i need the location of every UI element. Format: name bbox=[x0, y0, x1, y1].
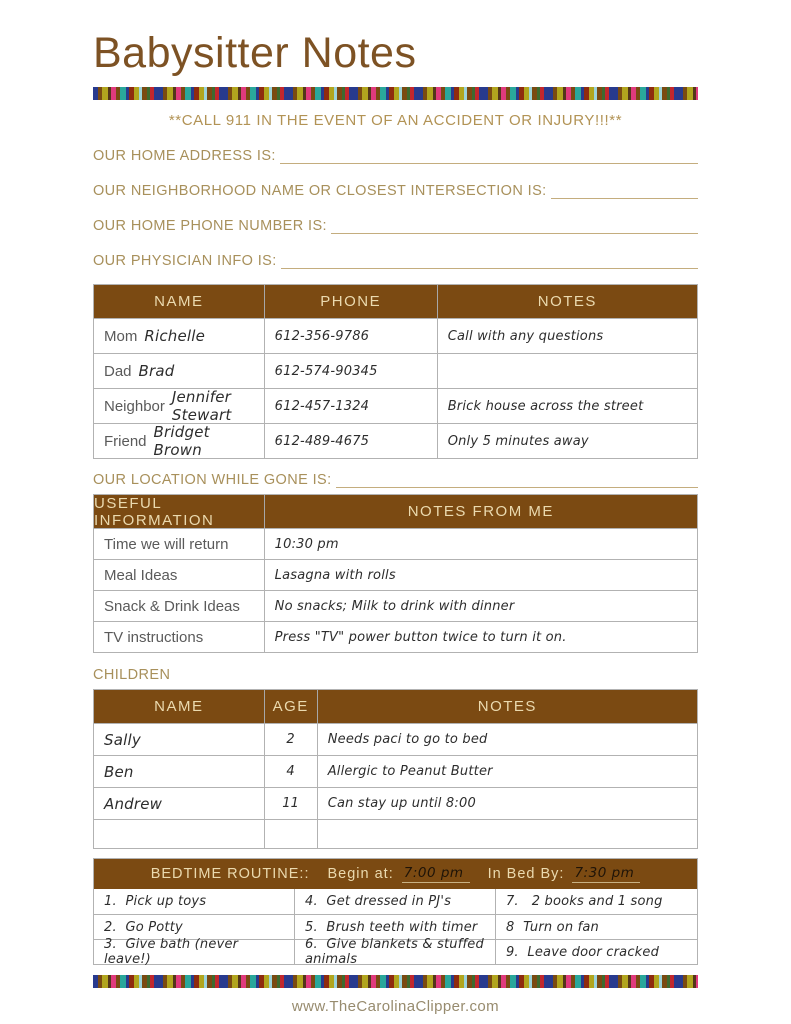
bedtime-inbed-label: In Bed By: bbox=[487, 866, 565, 883]
decorative-stripe-top bbox=[93, 87, 698, 100]
bedtime-routine-header bbox=[94, 859, 697, 889]
info-label: Time we will return bbox=[94, 529, 265, 559]
useful-info-table bbox=[93, 494, 698, 653]
bedtime-step-2: 2. Go Potty bbox=[94, 915, 295, 939]
info-label: TV instructions bbox=[94, 622, 265, 652]
contact-name-cell bbox=[94, 389, 265, 423]
child-name-handwritten: Andrew bbox=[94, 788, 265, 819]
bedtime-step-9: 9. Leave door cracked bbox=[505, 944, 660, 960]
info-value-handwritten: No snacks; Milk to drink with dinner bbox=[274, 598, 515, 614]
contact-phone: 612-356-9786 bbox=[265, 319, 438, 353]
bedtime-step-5: 5. Brush teeth with timer bbox=[295, 915, 496, 939]
contact-name-handwritten: Brad bbox=[138, 362, 175, 381]
bedtime-inbed-time-handwritten: 7:30 pm bbox=[572, 865, 640, 883]
child-age-handwritten: 2 bbox=[265, 724, 318, 755]
neighborhood-field bbox=[93, 181, 698, 199]
contacts-table bbox=[93, 284, 698, 459]
child-notes-handwritten: Can stay up until 8:00 bbox=[327, 796, 476, 812]
contact-name-cell bbox=[94, 319, 265, 353]
children-header-notes: NOTES bbox=[477, 698, 537, 716]
contact-row-friend bbox=[94, 423, 697, 458]
bedtime-begin-label: Begin at: bbox=[327, 866, 394, 883]
bedtime-routine-title: BEDTIME ROUTINE:: bbox=[150, 866, 310, 883]
page-title: Babysitter Notes bbox=[93, 29, 417, 77]
location-field bbox=[93, 470, 698, 488]
child-name-handwritten: Ben bbox=[94, 756, 265, 787]
contacts-table-header bbox=[94, 285, 697, 318]
bedtime-step-6: 6. Give blankets & stuffed animals bbox=[295, 940, 496, 964]
contact-notes: Only 5 minutes away bbox=[447, 433, 589, 449]
child-age-handwritten: 4 bbox=[265, 756, 318, 787]
neighborhood-label: OUR NEIGHBORHOOD NAME OR CLOSEST INTERSECTION IS: bbox=[93, 183, 547, 200]
contact-notes: Call with any questions bbox=[447, 328, 604, 344]
page-content bbox=[93, 30, 698, 1015]
bedtime-steps-row-3 bbox=[94, 937, 697, 968]
home-phone-label: OUR HOME PHONE NUMBER IS: bbox=[93, 218, 327, 235]
contact-name-cell bbox=[94, 424, 265, 458]
child-age-empty-cell[interactable] bbox=[265, 820, 318, 848]
info-row-snack-drink bbox=[94, 590, 697, 621]
child-notes-empty-cell[interactable] bbox=[318, 820, 697, 848]
children-table bbox=[93, 689, 698, 849]
contact-notes bbox=[438, 354, 697, 388]
contact-name-handwritten: Bridget Brown bbox=[153, 423, 210, 460]
children-header-age: AGE bbox=[265, 690, 318, 723]
physician-info-blank-line[interactable] bbox=[281, 253, 698, 269]
decorative-stripe-bottom bbox=[93, 975, 698, 988]
bedtime-step-4: 4. Get dressed in PJ's bbox=[295, 889, 496, 914]
children-header-name: NAME bbox=[94, 690, 265, 723]
info-label: Meal Ideas bbox=[94, 560, 265, 590]
info-header-notes-from-me: NOTES FROM ME bbox=[407, 503, 554, 521]
contact-name-handwritten: Richelle bbox=[144, 327, 206, 346]
contact-role: Dad bbox=[104, 362, 132, 380]
children-table-header bbox=[94, 690, 697, 723]
contacts-header-name: NAME bbox=[94, 285, 265, 318]
info-header-useful-information: USEFUL INFORMATION bbox=[94, 495, 265, 528]
location-label: OUR LOCATION WHILE GONE IS: bbox=[93, 472, 332, 489]
info-value-handwritten: Press "TV" power button twice to turn it on. bbox=[274, 629, 567, 645]
child-row-empty bbox=[94, 819, 697, 848]
contact-row-dad bbox=[94, 353, 697, 388]
info-value-handwritten: 10:30 pm bbox=[274, 536, 339, 552]
home-phone-field bbox=[93, 216, 698, 234]
home-address-field bbox=[93, 146, 698, 164]
child-notes-handwritten: Allergic to Peanut Butter bbox=[327, 764, 493, 780]
child-row-sally bbox=[94, 723, 697, 755]
info-value-handwritten: Lasagna with rolls bbox=[274, 567, 396, 583]
contact-phone: 612-457-1324 bbox=[265, 389, 438, 423]
contacts-header-phone: PHONE bbox=[265, 285, 438, 318]
contact-notes: Brick house across the street bbox=[447, 398, 644, 414]
child-row-andrew bbox=[94, 787, 697, 819]
bedtime-step-1: 1. Pick up toys bbox=[94, 889, 295, 914]
child-notes-handwritten: Needs paci to go to bed bbox=[327, 732, 488, 748]
child-row-ben bbox=[94, 755, 697, 787]
bedtime-step-7: 7. 2 books and 1 song bbox=[505, 894, 663, 910]
emergency-call-911-notice: **CALL 911 IN THE EVENT OF AN ACCIDENT OR INJURY!!!** bbox=[168, 112, 623, 130]
physician-info-label: OUR PHYSICIAN INFO IS: bbox=[93, 253, 277, 270]
child-name-empty-cell[interactable] bbox=[94, 820, 265, 848]
website-link[interactable]: www.TheCarolinaClipper.com bbox=[291, 998, 500, 1016]
bedtime-begin-time-handwritten: 7:00 pm bbox=[402, 865, 470, 883]
bedtime-step-8: 8 Turn on fan bbox=[505, 919, 599, 935]
child-age-handwritten: 11 bbox=[265, 788, 318, 819]
info-row-meal-ideas bbox=[94, 559, 697, 590]
info-row-return-time bbox=[94, 528, 697, 559]
location-blank-line[interactable] bbox=[336, 472, 698, 488]
physician-info-field bbox=[93, 251, 698, 269]
contact-name-cell bbox=[94, 354, 265, 388]
contact-name-handwritten: Jennifer Stewart bbox=[171, 388, 232, 425]
contact-role: Friend bbox=[104, 432, 147, 450]
info-label: Snack & Drink Ideas bbox=[94, 591, 265, 621]
contact-row-neighbor bbox=[94, 388, 697, 423]
contact-role: Mom bbox=[104, 327, 138, 345]
contact-phone: 612-489-4675 bbox=[265, 424, 438, 458]
contact-phone: 612-574-90345 bbox=[265, 354, 438, 388]
children-section-heading: CHILDREN bbox=[93, 667, 171, 684]
contacts-header-notes: NOTES bbox=[537, 293, 597, 311]
contact-row-mom bbox=[94, 318, 697, 353]
bedtime-step-3: 3. Give bath (never leave!) bbox=[94, 940, 295, 964]
child-name-handwritten: Sally bbox=[94, 724, 265, 755]
home-address-label: OUR HOME ADDRESS IS: bbox=[93, 148, 276, 165]
contact-role: Neighbor bbox=[104, 397, 165, 415]
bedtime-routine-section bbox=[93, 858, 698, 968]
bedtime-steps-row-2 bbox=[94, 914, 697, 939]
info-row-tv-instructions bbox=[94, 621, 697, 652]
home-address-blank-line[interactable] bbox=[280, 148, 698, 164]
useful-info-table-header bbox=[94, 495, 697, 528]
neighborhood-blank-line[interactable] bbox=[551, 183, 698, 199]
home-phone-blank-line[interactable] bbox=[331, 218, 698, 234]
bedtime-steps-row-1 bbox=[94, 889, 697, 914]
